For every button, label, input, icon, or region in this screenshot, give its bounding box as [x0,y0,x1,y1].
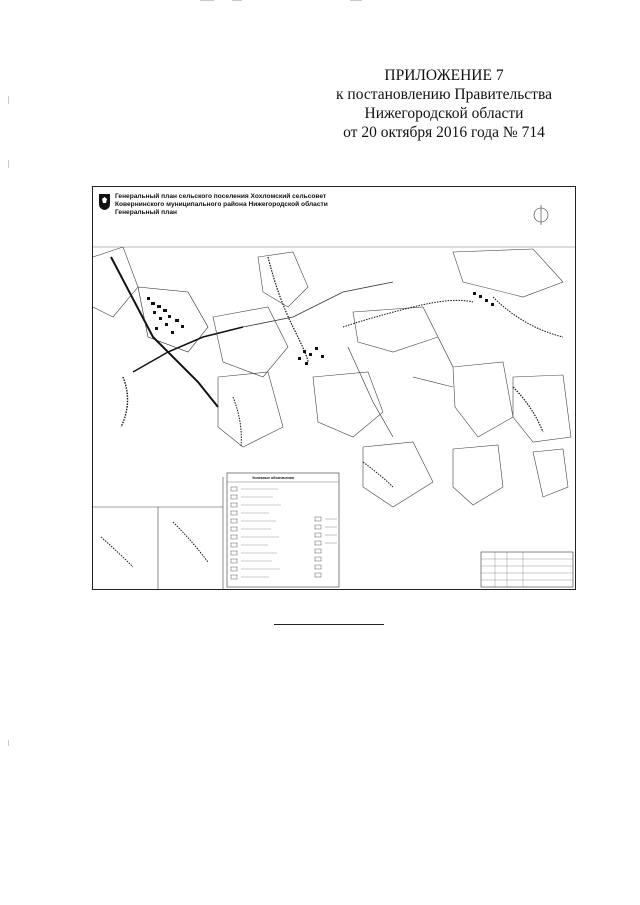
appendix-header [314,66,574,142]
map-plan-label: Генеральный план [115,209,177,216]
scan-mark [8,160,9,168]
coat-of-arms-icon [98,193,111,211]
scan-mark [232,0,242,1]
map-subtitle: Ковернинского муниципального района Нижегородской области [115,201,328,208]
appendix-line-region: Нижегородской области [364,105,524,122]
appendix-line-date: от 20 октября 2016 года № 714 [343,124,545,141]
scan-mark [350,0,362,1]
scan-mark [8,740,9,746]
legend-title: Условные обозначения [252,476,294,480]
map-title-block [115,193,475,217]
general-plan-map [92,186,576,590]
scan-mark [8,96,9,104]
end-rule [274,624,384,625]
scan-mark [200,0,214,1]
map-title: Генеральный план сельского поселения Хохломский сельсовет [115,193,327,200]
appendix-title: ПРИЛОЖЕНИЕ 7 [384,67,504,84]
appendix-line-decree: к постановлению Правительства [336,86,552,103]
map-drawing [93,187,575,589]
